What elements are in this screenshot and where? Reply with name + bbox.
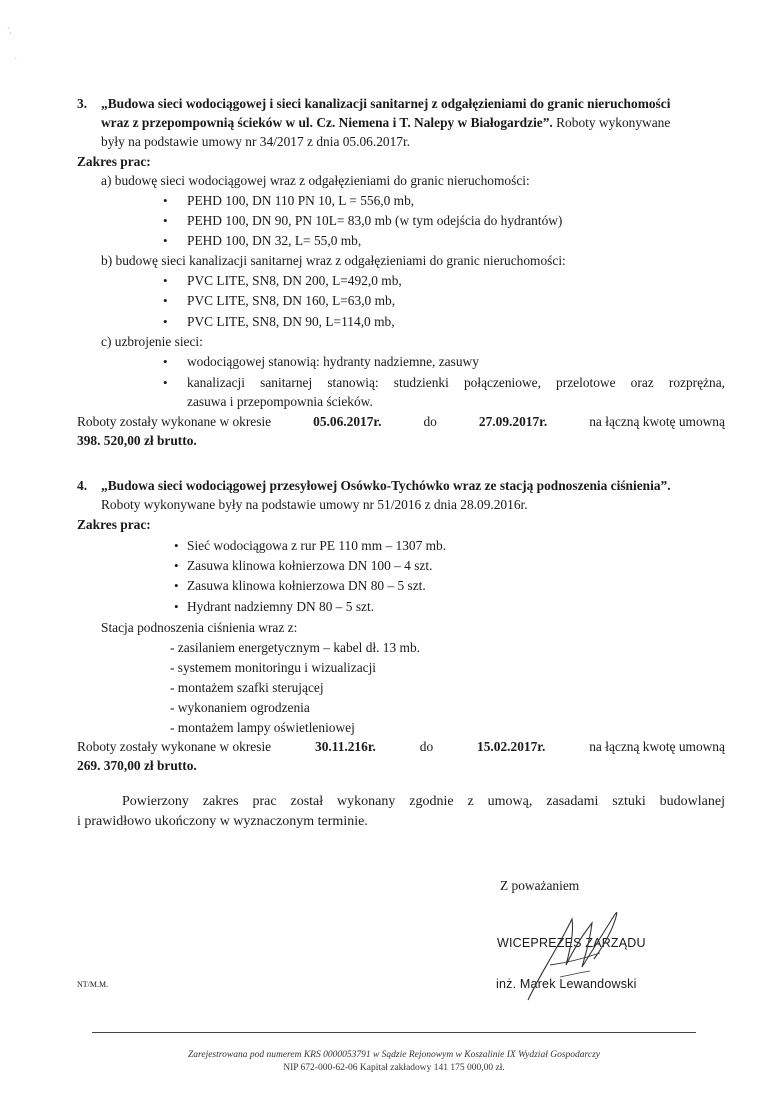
signature-title: WICEPREZES ZARZĄDU bbox=[497, 936, 646, 950]
item3-a-bullet-3: PEHD 100, DN 32, L= 55,0 mb, bbox=[187, 233, 362, 248]
item3-title-line2-rest: Roboty wykonywane bbox=[552, 115, 671, 130]
item3-b-bullet-1: PVC LITE, SN8, DN 200, L=492,0 mb, bbox=[187, 273, 402, 288]
item4-bullet-1: Sieć wodociągowa z rur PE 110 mm – 1307 mb. bbox=[187, 538, 447, 553]
item4-station-item-4: - wykonaniem ogrodzenia bbox=[170, 700, 310, 715]
item4-bullet-2: Zasuwa klinowa kołnierzowa DN 100 – 4 szt. bbox=[187, 558, 433, 573]
footer-divider bbox=[92, 1032, 696, 1033]
closing-line2: i prawidłowo ukończony w wyznaczonym terminie. bbox=[77, 814, 368, 829]
bullet-icon: • bbox=[174, 599, 179, 614]
completion-text-3: na łączną kwotę umowną bbox=[589, 414, 725, 429]
item3-b-bullet-2: PVC LITE, SN8, DN 160, L=63,0 mb, bbox=[187, 293, 396, 308]
completion-date-start: 05.06.2017r. bbox=[313, 414, 382, 429]
item4-number: 4. bbox=[77, 478, 88, 493]
item4-scope-heading: Zakres prac: bbox=[77, 517, 151, 532]
bullet-icon: • bbox=[163, 354, 168, 369]
completion-date-end: 27.09.2017r. bbox=[478, 414, 548, 429]
item3-c-bullet-2-line2: zasuwa i przepompownia ścieków. bbox=[187, 394, 373, 409]
bullet-icon: • bbox=[163, 375, 168, 390]
item4-title: „Budowa sieci wodociągowej przesyłowej Osówko-Tychówko wraz ze stacją podnoszenia ciśnienia”. bbox=[101, 478, 671, 493]
item3-b-bullet-3: PVC LITE, SN8, DN 90, L=114,0 mb, bbox=[187, 314, 395, 329]
item3-title-line2 bbox=[101, 114, 670, 132]
item4-contract-line: Roboty wykonywane były na podstawie umowy nr 51/2016 z dnia 28.09.2016r. bbox=[101, 497, 528, 512]
bullet-icon: • bbox=[163, 273, 168, 288]
initials: NT/M.M. bbox=[77, 980, 109, 989]
completion-date-start: 30.11.216r. bbox=[315, 739, 376, 754]
bullet-icon: • bbox=[163, 293, 168, 308]
bullet-icon: • bbox=[163, 314, 168, 329]
item3-section-c: c) uzbrojenie sieci: bbox=[101, 334, 203, 349]
item3-c-bullet-2-line1: kanalizacji sanitarnej stanowią: studzienki połączeniowe, przelotowe oraz rozprężna, bbox=[187, 375, 725, 390]
footer-line1: Zarejestrowana pod numerem KRS 0000053791 w Sądzie Rejonowym w Koszalinie IX Wydział Gospodarczy bbox=[187, 1050, 600, 1060]
signature-name: inż. Marek Lewandowski bbox=[496, 977, 637, 991]
closing-line1: Powierzony zakres prac został wykonany zgodnie z umową, zasadami sztuki budowlanej bbox=[122, 794, 725, 809]
bullet-icon: • bbox=[163, 193, 168, 208]
item4-station-item-2: - systemem monitoringu i wizualizacji bbox=[170, 660, 377, 675]
footer-line2: NIP 672-000-62-06 Kapitał zakładowy 141 175 000,00 zł. bbox=[283, 1063, 505, 1073]
item4-bullet-3: Zasuwa klinowa kołnierzowa DN 80 – 5 szt. bbox=[187, 578, 426, 593]
item3-title-line1: „Budowa sieci wodociągowej i sieci kanalizacji sanitarnej z odgałęzieniami do granic nieruchomości bbox=[101, 96, 671, 111]
completion-text-1: Roboty zostały wykonane w okresie bbox=[77, 739, 272, 754]
completion-text-2: do bbox=[419, 739, 434, 754]
item4-station-heading: Stacja podnoszenia ciśnienia wraz z: bbox=[101, 620, 298, 635]
bullet-icon: • bbox=[174, 538, 179, 553]
completion-text-2: do bbox=[423, 414, 437, 429]
item3-number: 3. bbox=[77, 96, 88, 111]
item3-section-b: b) budowę sieci kanalizacji sanitarnej wraz z odgałęzieniami do granic nieruchomości: bbox=[101, 253, 566, 268]
regards: Z poważaniem bbox=[500, 878, 580, 893]
item3-section-a: a) budowę sieci wodociągowej wraz z odgałęzieniami do granic nieruchomości: bbox=[101, 173, 530, 188]
bullet-icon: • bbox=[163, 213, 168, 228]
bullet-icon: • bbox=[174, 558, 179, 573]
item3-contract-line: były na podstawie umowy nr 34/2017 z dnia 05.06.2017r. bbox=[101, 134, 411, 149]
item4-amount: 269. 370,00 zł brutto. bbox=[77, 758, 197, 773]
item3-a-bullet-2: PEHD 100, DN 90, PN 10L= 83,0 mb (w tym odejścia do hydrantów) bbox=[187, 213, 563, 228]
completion-date-end: 15.02.2017r. bbox=[477, 739, 546, 754]
item3-amount: 398. 520,00 zł brutto. bbox=[77, 433, 197, 448]
item4-station-item-5: - montażem lampy oświetleniowej bbox=[170, 720, 355, 735]
item4-station-item-3: - montażem szafki sterującej bbox=[170, 680, 324, 695]
completion-text-3: na łączną kwotę umowną bbox=[589, 739, 725, 754]
scan-mark-mid: - bbox=[14, 54, 17, 63]
item3-scope-heading: Zakres prac: bbox=[77, 154, 151, 169]
item4-bullet-4: Hydrant nadziemny DN 80 – 5 szt. bbox=[187, 599, 375, 614]
item3-title-line2-bold: wraz z przepompownią ścieków w ul. Cz. Niemena i T. Nalepy w Białogardzie”. bbox=[101, 115, 553, 130]
item3-completion-line bbox=[77, 413, 725, 431]
item4-station-item-1: - zasilaniem energetycznym – kabel dł. 13 mb. bbox=[170, 640, 421, 655]
item4-completion-line bbox=[77, 738, 725, 756]
completion-text-1: Roboty zostały wykonane w okresie bbox=[77, 414, 272, 429]
handwritten-signature bbox=[520, 905, 630, 1005]
bullet-icon: • bbox=[174, 578, 179, 593]
bullet-icon: • bbox=[163, 233, 168, 248]
item3-a-bullet-1: PEHD 100, DN 110 PN 10, L = 556,0 mb, bbox=[187, 193, 415, 208]
scan-mark-top: ʼ, bbox=[7, 26, 12, 35]
item3-c-bullet-1: wodociągowej stanowią: hydranty nadziemne, zasuwy bbox=[187, 354, 479, 369]
